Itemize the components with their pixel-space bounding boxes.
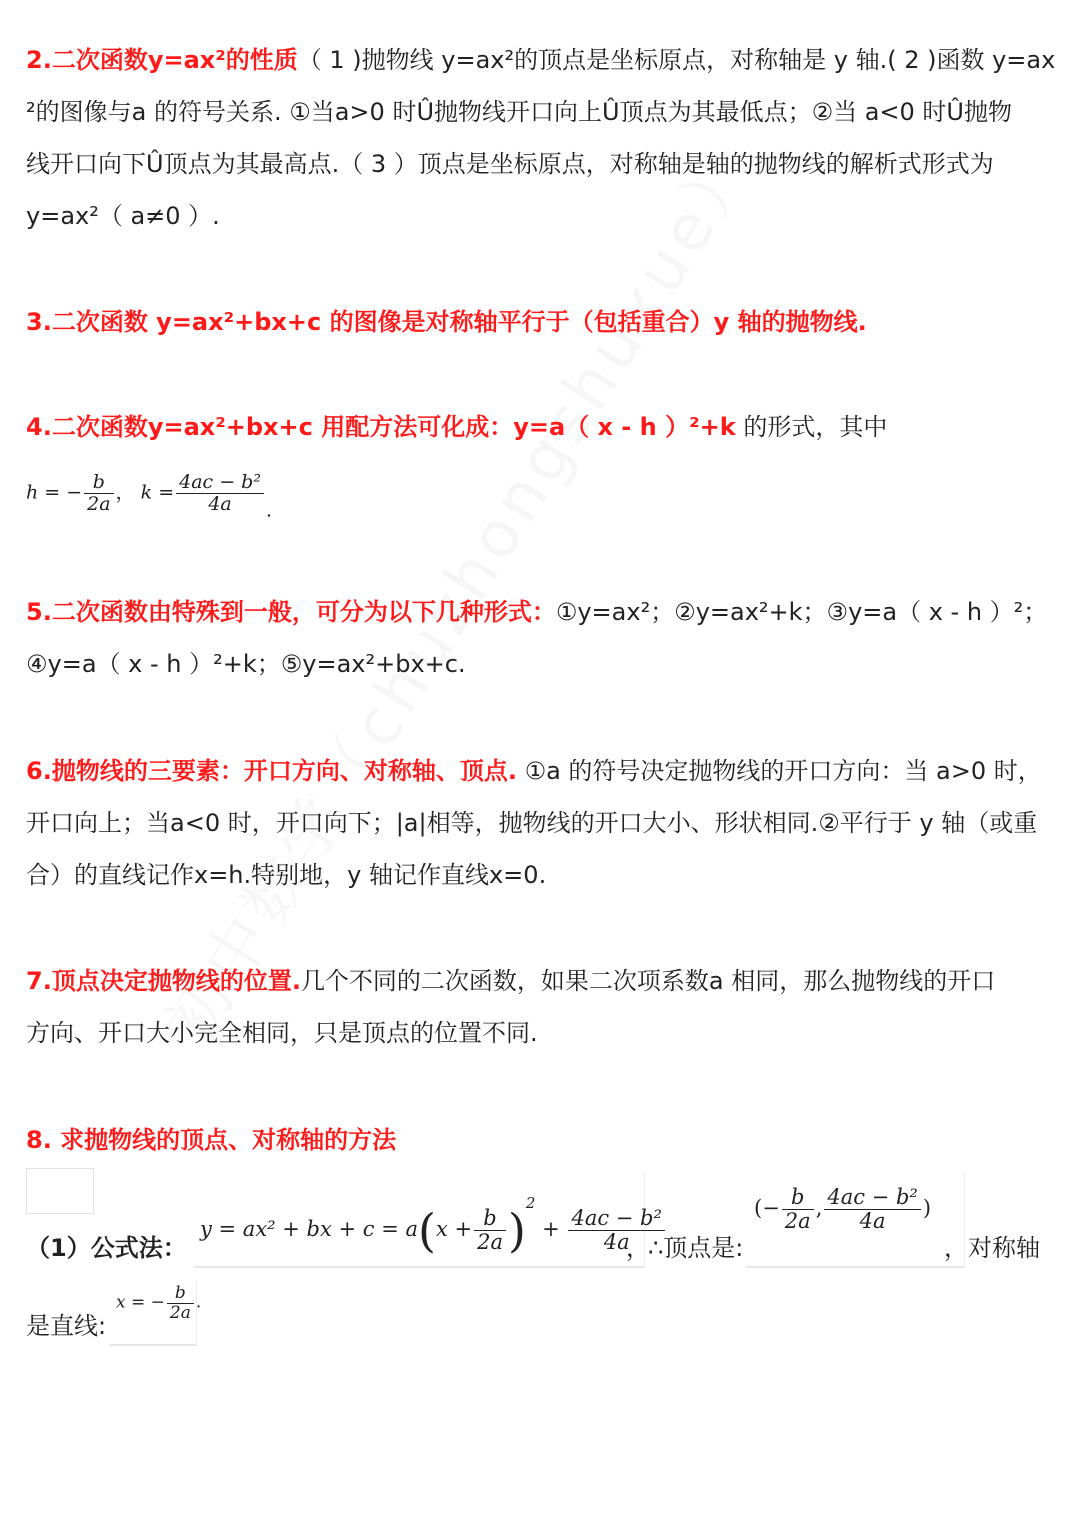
vertex-separator: , bbox=[815, 1196, 823, 1221]
section-4-heading: 4.二次函数y=ax²+bx+c 用配方法可化成：y=a（ x - h ）²+k bbox=[26, 413, 736, 441]
vertex-x-fraction bbox=[782, 1186, 814, 1233]
k-denominator: 4a bbox=[208, 492, 232, 515]
vertex-close: ) bbox=[922, 1196, 932, 1221]
left-paren: ( bbox=[418, 1203, 436, 1258]
right-paren: ) bbox=[507, 1203, 526, 1258]
vertex-coordinates bbox=[746, 1172, 965, 1268]
section-7-line-2: 方向、开口大小完全相同，只是顶点的位置不同. bbox=[26, 1019, 538, 1047]
section-2-line-3: 线开口向下Û顶点为其最高点.（ 3 ）顶点是坐标原点，对称轴是轴的抛物线的解析式形式为 bbox=[26, 150, 994, 178]
axis-fraction bbox=[167, 1284, 194, 1322]
equation-plus: + bbox=[542, 1217, 560, 1241]
section-5 bbox=[26, 586, 1066, 690]
completing-square-equation bbox=[194, 1172, 662, 1268]
section-4-body: 的形式，其中 bbox=[735, 413, 888, 441]
section-2-line-1: （ 1 )抛物线 y=ax²的顶点是坐标原点，对称轴是 y 轴.( 2 )函数 y=ax bbox=[297, 46, 1056, 74]
vertex-y-numerator: 4ac − b² bbox=[824, 1186, 920, 1210]
section-5-heading: 5.二次函数由特殊到一般，可分为以下几种形式： bbox=[26, 598, 556, 626]
section-8-heading: 8. 求抛物线的顶点、对称轴的方法 bbox=[26, 1126, 397, 1154]
therefore-vertex-label: ∴顶点是: bbox=[648, 1234, 744, 1262]
section-3-heading: 3.二次函数 y=ax²+bx+c 的图像是对称轴平行于（包括重合）y 轴的抛物线. bbox=[26, 308, 867, 336]
k-fraction bbox=[176, 472, 264, 515]
h-denominator: 2a bbox=[87, 492, 111, 515]
section-6 bbox=[26, 745, 1066, 901]
k-numerator: 4ac − b² bbox=[176, 472, 264, 494]
equation-inner-fraction bbox=[474, 1207, 506, 1254]
section-7 bbox=[26, 955, 1066, 1059]
equation-inner-denominator: 2a bbox=[477, 1230, 503, 1254]
empty-image-placeholder bbox=[26, 1168, 94, 1214]
section-6-line-3: 合）的直线记作x=h.特别地，y 轴记作直线x=0. bbox=[26, 861, 547, 889]
section-8 bbox=[26, 1114, 1066, 1166]
vertex-y-denominator: 4a bbox=[859, 1209, 886, 1234]
method-label bbox=[26, 1226, 187, 1270]
vertex-y-fraction bbox=[824, 1186, 920, 1233]
equation-inner-lhs: x + bbox=[435, 1217, 473, 1241]
vertex-content bbox=[754, 1186, 931, 1233]
axis-formula bbox=[110, 1280, 202, 1346]
section-7-heading: 7.顶点决定抛物线的位置. bbox=[26, 967, 301, 995]
section-5-line-2: ④y=a（ x - h ）²+k；⑤y=ax²+bx+c. bbox=[26, 650, 466, 678]
vertex-x-denominator: 2a bbox=[784, 1209, 811, 1234]
equation-content bbox=[200, 1194, 667, 1258]
vertex-formula bbox=[26, 472, 272, 521]
equation-lhs: y = ax² + bx + c = a bbox=[200, 1217, 418, 1241]
section-4 bbox=[26, 401, 1066, 453]
axis-end: . bbox=[195, 1292, 202, 1313]
formula-separator: ， bbox=[115, 481, 135, 504]
section-7-line-1: 几个不同的二次函数，如果二次项系数a 相同，那么抛物线的开口 bbox=[300, 967, 996, 995]
square-exponent: 2 bbox=[525, 1194, 536, 1212]
axis-text: ，对称轴 bbox=[944, 1234, 1040, 1262]
vertex-x-numerator: b bbox=[782, 1186, 814, 1210]
vertex-open: (− bbox=[754, 1196, 780, 1221]
axis-lhs: x = − bbox=[116, 1292, 165, 1313]
section-6-line-1: ①a 的符号决定抛物线的开口方向：当 a>0 时， bbox=[516, 757, 1042, 785]
section-2-line-4: y=ax²（ a≠0 ）. bbox=[26, 202, 220, 230]
section-2 bbox=[26, 34, 1066, 242]
axis-line-label: 是直线: bbox=[26, 1312, 107, 1340]
section-3 bbox=[26, 296, 1066, 348]
section-2-line-2: ²的图像与a 的符号关系. ①当a>0 时Û抛物线开口向上Û顶点为其最低点；②当 a<0 时Û抛物 bbox=[26, 98, 1013, 126]
axis-content bbox=[116, 1284, 201, 1322]
section-2-heading: 2.二次函数y=ax²的性质 bbox=[26, 46, 298, 74]
equation-inner-numerator: b bbox=[474, 1207, 506, 1231]
k-lhs: k = bbox=[140, 481, 175, 504]
equation-comma: ， bbox=[626, 1234, 650, 1262]
section-5-line-1: ①y=ax²；②y=ax²+k；③y=a（ x - h ）²； bbox=[555, 598, 1048, 626]
section-6-line-2: 开口向上；当a<0 时，开口向下；|a|相等，抛物线的开口大小、形状相同.②平行于 y 轴（或重 bbox=[26, 809, 1038, 837]
equation-k-numerator: 4ac − b² bbox=[568, 1207, 664, 1231]
section-6-heading: 6.抛物线的三要素：开口方向、对称轴、顶点. bbox=[26, 757, 517, 785]
method-label-text: （1）公式法： bbox=[26, 1234, 187, 1262]
h-fraction bbox=[84, 472, 113, 515]
axis-numerator: b bbox=[167, 1284, 194, 1304]
h-lhs: h = − bbox=[26, 481, 83, 504]
axis-denominator: 2a bbox=[169, 1302, 191, 1323]
formula-end: . bbox=[265, 499, 273, 522]
h-numerator: b bbox=[84, 472, 113, 494]
equation-k-denominator: 4a bbox=[603, 1230, 630, 1254]
